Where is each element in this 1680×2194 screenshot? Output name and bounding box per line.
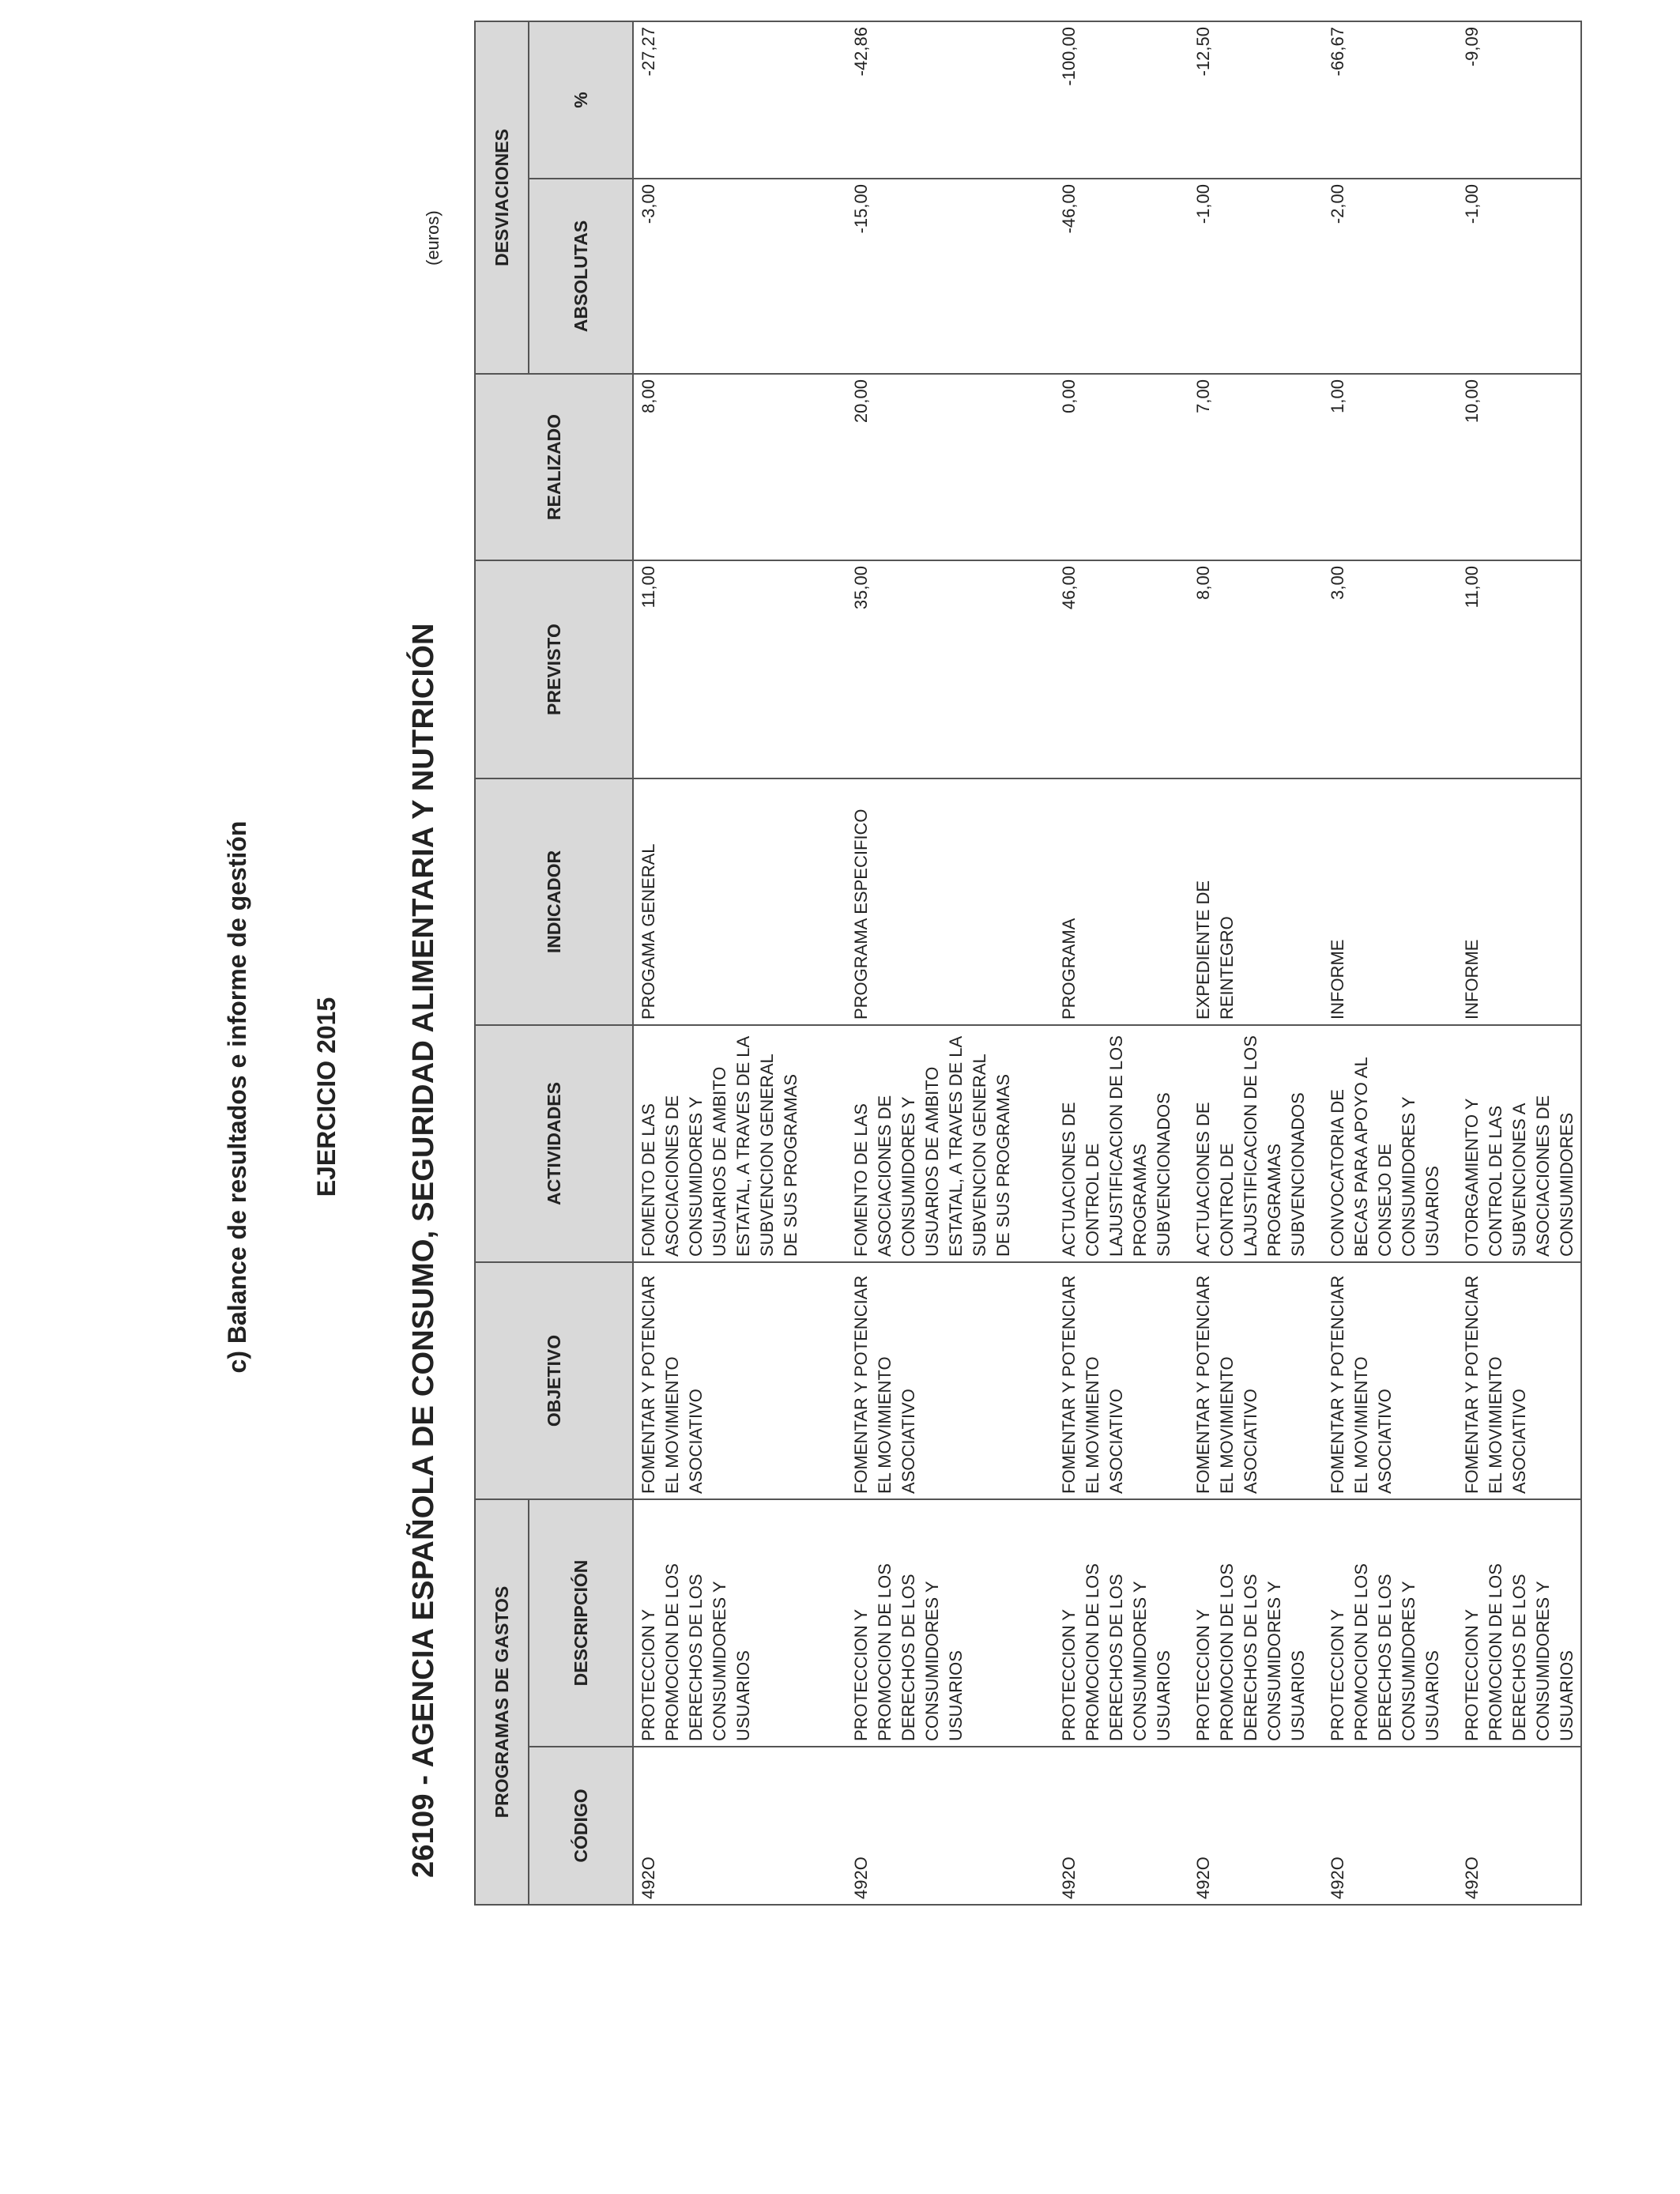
cell-code: 492O <box>1188 1747 1323 1905</box>
cell-indicator: PROGAMA GENERAL <box>633 778 846 1025</box>
cell-objective: FOMENTAR Y POTENCIAR EL MOVIMIENTO ASOCIATIVO <box>1457 1262 1581 1499</box>
cell-planned: 46,00 <box>1054 560 1188 778</box>
cell-percent: -66,67 <box>1323 21 1457 179</box>
cell-objective: FOMENTAR Y POTENCIAR EL MOVIMIENTO ASOCIATIVO <box>846 1262 1054 1499</box>
table-row <box>633 21 846 1905</box>
cell-description: PROTECCION Y PROMOCION DE LOS DERECHOS DE LOS CONSUMIDORES Y USUARIOS <box>1457 1499 1581 1747</box>
header-percent: % <box>529 21 633 179</box>
cell-achieved: 20,00 <box>846 374 1054 560</box>
cell-planned: 3,00 <box>1323 560 1457 778</box>
cell-indicator: EXPEDIENTE DE REINTEGRO <box>1188 778 1323 1025</box>
cell-indicator: INFORME <box>1457 778 1581 1025</box>
table-row <box>1188 21 1323 1905</box>
cell-code: 492O <box>633 1747 846 1905</box>
cell-code: 492O <box>1054 1747 1188 1905</box>
cell-percent: -12,50 <box>1188 21 1323 179</box>
cell-achieved: 10,00 <box>1457 374 1581 560</box>
cell-description: PROTECCION Y PROMOCION DE LOS DERECHOS DE LOS CONSUMIDORES Y USUARIOS <box>1188 1499 1323 1747</box>
cell-absolute: -3,00 <box>633 179 846 374</box>
table-row <box>1054 21 1188 1905</box>
cell-activity: CONVOCATORIA DE BECAS PARA APOYO AL CONSEJO DE CONSUMIDORES Y USUARIOS <box>1323 1025 1457 1262</box>
entity-title: 26109 - AGENCIA ESPAÑOLA DE CONSUMO, SEGURIDAD ALIMENTARIA Y NUTRICIÓN <box>407 623 440 1878</box>
header-group-programs: PROGRAMAS DE GASTOS <box>475 1499 529 1905</box>
section-title: c) Balance de resultados e informe de gestión <box>223 820 251 1374</box>
cell-activity: FOMENTO DE LAS ASOCIACIONES DE CONSUMIDORES Y USUARIOS DE AMBITO ESTATAL, A TRAVES DE LA SUBVENCION GENERAL DE SUS PROGRAMAS <box>633 1025 846 1262</box>
header-description: DESCRIPCIÓN <box>529 1499 633 1747</box>
cell-description: PROTECCION Y PROMOCION DE LOS DERECHOS DE LOS CONSUMIDORES Y USUARIOS <box>1054 1499 1188 1747</box>
cell-achieved: 1,00 <box>1323 374 1457 560</box>
cell-achieved: 0,00 <box>1054 374 1188 560</box>
cell-description: PROTECCION Y PROMOCION DE LOS DERECHOS DE LOS CONSUMIDORES Y USUARIOS <box>1323 1499 1457 1747</box>
cell-planned: 35,00 <box>846 560 1054 778</box>
cell-absolute: -1,00 <box>1188 179 1323 374</box>
cell-planned: 11,00 <box>1457 560 1581 778</box>
cell-activity: OTORGAMIENTO Y CONTROL DE LAS SUBVENCIONES A ASOCIACIONES DE CONSUMIDORES <box>1457 1025 1581 1262</box>
table-row <box>1457 21 1581 1905</box>
header-achieved: REALIZADO <box>475 374 633 560</box>
cell-absolute: -2,00 <box>1323 179 1457 374</box>
exercise-title: EJERCICIO 2015 <box>312 997 341 1197</box>
cell-activity: ACTUACIONES DE CONTROL DE LAJUSTIFICACION DE LOS PROGRAMAS SUBVENCIONADOS <box>1054 1025 1188 1262</box>
cell-activity: ACTUACIONES DE CONTROL DE LAJUSTIFICACION DE LOS PROGRAMAS SUBVENCIONADOS <box>1188 1025 1323 1262</box>
cell-indicator: PROGRAMA ESPECIFICO <box>846 778 1054 1025</box>
cell-objective: FOMENTAR Y POTENCIAR EL MOVIMIENTO ASOCIATIVO <box>633 1262 846 1499</box>
cell-planned: 8,00 <box>1188 560 1323 778</box>
results-table <box>474 21 1582 1906</box>
header-planned: PREVISTO <box>475 560 633 778</box>
cell-indicator: PROGRAMA <box>1054 778 1188 1025</box>
cell-description: PROTECCION Y PROMOCION DE LOS DERECHOS DE LOS CONSUMIDORES Y USUARIOS <box>846 1499 1054 1747</box>
cell-activity: FOMENTO DE LAS ASOCIACIONES DE CONSUMIDORES Y USUARIOS DE AMBITO ESTATAL, A TRAVES DE LA SUBVENCION GENERAL DE SUS PROGRAMAS <box>846 1025 1054 1262</box>
header-objective: OBJETIVO <box>475 1262 633 1499</box>
cell-percent: -42,86 <box>846 21 1054 179</box>
header-code: CÓDIGO <box>529 1747 633 1905</box>
cell-code: 492O <box>1457 1747 1581 1905</box>
header-absolute: ABSOLUTAS <box>529 179 633 374</box>
cell-achieved: 7,00 <box>1188 374 1323 560</box>
cell-achieved: 8,00 <box>633 374 846 560</box>
cell-code: 492O <box>1323 1747 1457 1905</box>
cell-percent: -9,09 <box>1457 21 1581 179</box>
header-group-deviations: DESVIACIONES <box>475 21 529 374</box>
cell-absolute: -1,00 <box>1457 179 1581 374</box>
header-activities: ACTIVIDADES <box>475 1025 633 1262</box>
cell-code: 492O <box>846 1747 1054 1905</box>
cell-indicator: INFORME <box>1323 778 1457 1025</box>
cell-objective: FOMENTAR Y POTENCIAR EL MOVIMIENTO ASOCIATIVO <box>1054 1262 1188 1499</box>
header-indicator: INDICADOR <box>475 778 633 1025</box>
cell-absolute: -46,00 <box>1054 179 1188 374</box>
cell-absolute: -15,00 <box>846 179 1054 374</box>
units-label: (euros) <box>423 210 443 266</box>
cell-description: PROTECCION Y PROMOCION DE LOS DERECHOS DE LOS CONSUMIDORES Y USUARIOS <box>633 1499 846 1747</box>
cell-objective: FOMENTAR Y POTENCIAR EL MOVIMIENTO ASOCIATIVO <box>1323 1262 1457 1499</box>
cell-percent: -100,00 <box>1054 21 1188 179</box>
table-row <box>846 21 1054 1905</box>
cell-planned: 11,00 <box>633 560 846 778</box>
cell-objective: FOMENTAR Y POTENCIAR EL MOVIMIENTO ASOCIATIVO <box>1188 1262 1323 1499</box>
table-row <box>1323 21 1457 1905</box>
cell-percent: -27,27 <box>633 21 846 179</box>
